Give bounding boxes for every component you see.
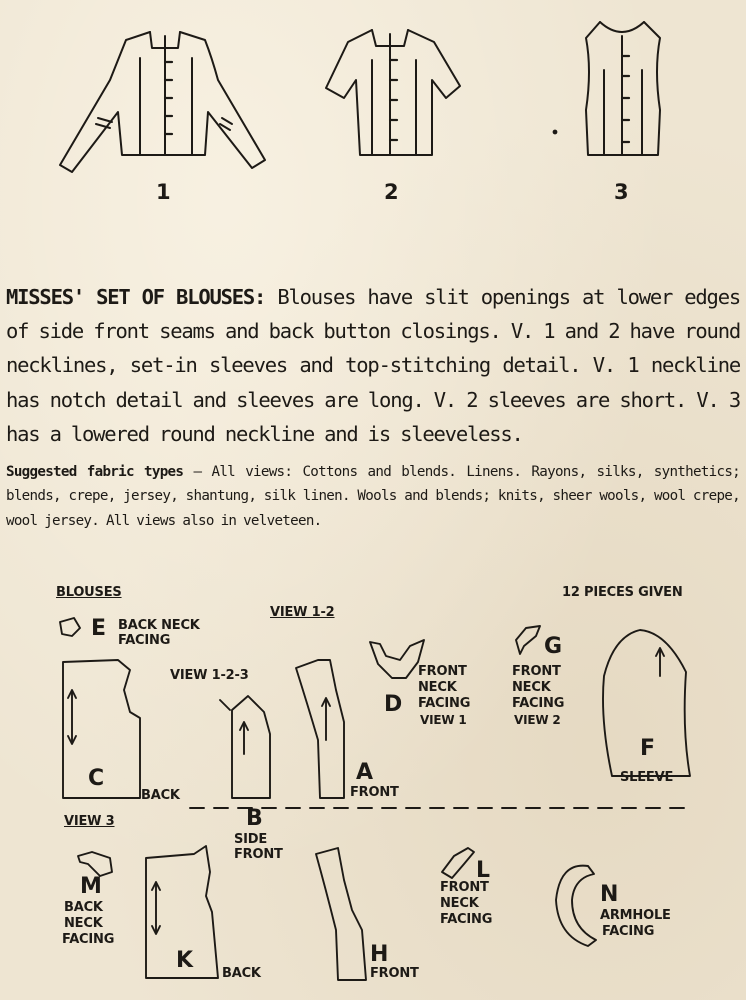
view-3-label: VIEW 3 — [64, 814, 115, 829]
piece-B-shape — [232, 696, 270, 798]
piece-N-name-1: ARMHOLE — [600, 908, 671, 923]
piece-N-name-2: FACING — [602, 924, 655, 939]
piece-M-letter: M — [80, 874, 102, 899]
piece-D-name-3: FACING — [418, 696, 471, 711]
piece-M-name-3: FACING — [62, 932, 115, 947]
piece-A-letter: A — [356, 760, 373, 785]
view-2-number: 2 — [384, 180, 399, 204]
piece-H-name: FRONT — [370, 966, 419, 981]
piece-D-name-4: VIEW 1 — [420, 713, 467, 727]
piece-K-letter: K — [176, 948, 193, 973]
piece-M-name-1: BACK — [64, 900, 103, 915]
piece-M-shape — [78, 852, 112, 876]
piece-L-letter: L — [476, 858, 490, 883]
piece-H-letter: H — [370, 942, 389, 967]
piece-K-name: BACK — [222, 966, 261, 981]
piece-D-shape — [370, 640, 424, 678]
section-blouses: BLOUSES — [56, 585, 122, 600]
view-3-number: 3 — [614, 180, 629, 204]
piece-L-shape — [442, 848, 474, 878]
piece-E-shape — [60, 618, 80, 636]
fabric-body: — All views: Cottons and blends. Linens. Rayons, silks, synthetics; blends, crepe, jersey, shantung, silk linen. Wools and blends; knits, sheer wools, wool crepe, wool jersey. All views also in velveteen. — [6, 464, 741, 529]
view-1-number: 1 — [156, 180, 171, 204]
piece-N-shape — [556, 866, 596, 946]
piece-G-name-3: FACING — [512, 696, 565, 711]
piece-A-name: FRONT — [350, 785, 399, 800]
view-2-illustration — [326, 30, 460, 155]
fabric-heading: Suggested fabric types — [6, 464, 184, 480]
piece-G-name-1: FRONT — [512, 664, 561, 679]
piece-B-letter: B — [246, 806, 263, 831]
piece-A-shape — [296, 660, 344, 798]
piece-L-name-2: NECK — [440, 896, 479, 911]
piece-C-name: BACK — [141, 788, 180, 803]
piece-N-letter: N — [600, 882, 619, 907]
piece-F-letter: F — [640, 736, 655, 761]
piece-B-name-1: SIDE — [234, 832, 268, 847]
view-1-2-3-label: VIEW 1-2-3 — [170, 668, 249, 683]
piece-M-name-2: NECK — [64, 916, 103, 931]
description-paragraph — [6, 280, 740, 451]
piece-D-name-2: NECK — [418, 680, 457, 695]
piece-E-name-2: FACING — [118, 633, 171, 648]
description-title: MISSES' SET OF BLOUSES: — [6, 285, 266, 309]
view-1-2-label: VIEW 1-2 — [270, 605, 335, 620]
view-1-illustration — [60, 32, 265, 172]
piece-G-letter: G — [544, 634, 562, 659]
piece-G-name-2: NECK — [512, 680, 551, 695]
piece-F-name: SLEEVE — [620, 770, 674, 785]
piece-D-letter: D — [384, 692, 403, 717]
piece-C-letter: C — [88, 766, 104, 791]
view-3-illustration — [554, 22, 660, 155]
piece-B-name-2: FRONT — [234, 847, 283, 862]
piece-L-name-3: FACING — [440, 912, 493, 927]
piece-E-name-1: BACK NECK — [118, 618, 200, 633]
piece-H-shape — [316, 848, 366, 980]
pieces-given: 12 PIECES GIVEN — [562, 585, 683, 600]
piece-E-letter: E — [91, 616, 106, 641]
piece-D-name-1: FRONT — [418, 664, 467, 679]
piece-G-shape — [516, 626, 540, 654]
description-body: Blouses have slit openings at lower edges of side front seams and back button closings. V. 1 and 2 have round necklines, set-in sleeves and top-stitching detail. V. 1 neckline has notch detail and sleeves are long. V. 2 sleeves are short. V. 3 has a lowered round neckline and is sleeveless. — [6, 285, 740, 446]
piece-G-name-4: VIEW 2 — [514, 713, 561, 727]
fabric-paragraph — [6, 460, 740, 533]
piece-L-name-1: FRONT — [440, 880, 489, 895]
